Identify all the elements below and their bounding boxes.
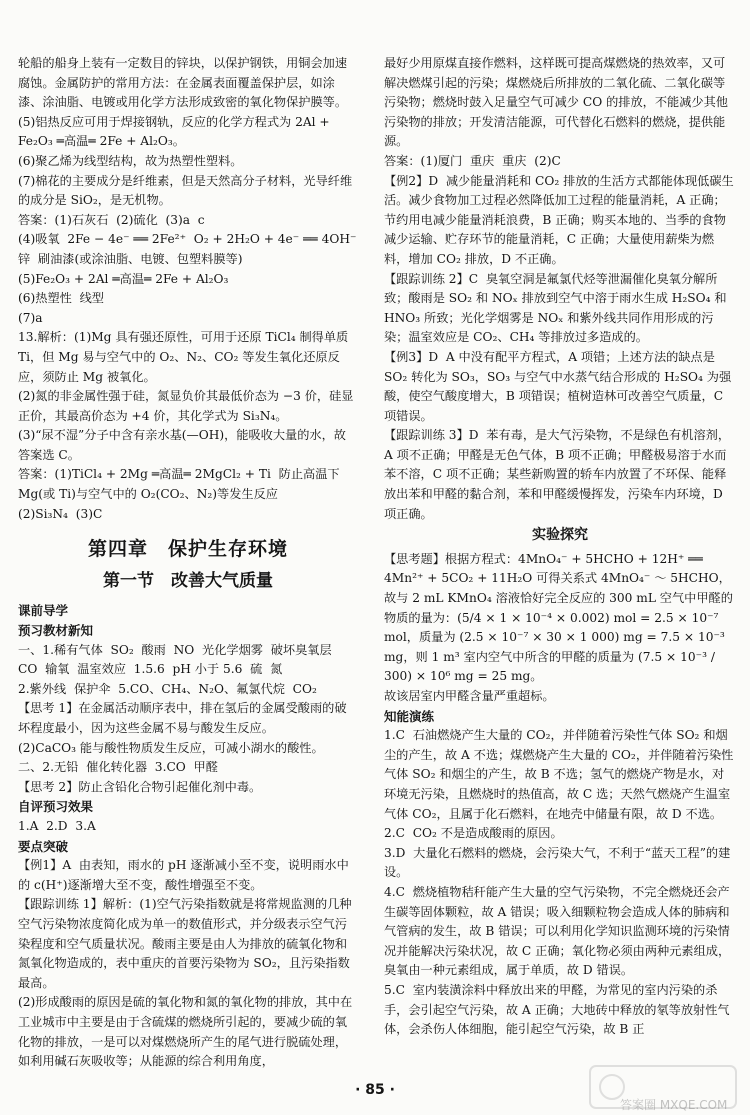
right-paragraph: 【跟踪训练 2】C 臭氧空洞是氟氯代烃等泄漏催化臭氧分解所致；酸雨是 SO₂ 和 NOₓ 排放到空气中溶于雨水生成 H₂SO₄ 和 HNO₃ 所致；光化学烟雾是 NOₓ 和紫外线共同作用形成的污染；温室效应是 CO₂、CH₄ 等排放过多造成的。 xyxy=(384,271,731,345)
self-eval-heading: 自评预习效果 xyxy=(18,799,94,815)
practice-item: 2.C CO₂ 不是造成酸雨的原因。 xyxy=(384,826,563,841)
left-paragraph: (5)Fe₂O₃ + 2Al ═高温═ 2Fe + Al₂O₃ xyxy=(18,271,229,286)
experiment-item: 【思考题】根据方程式：4MnO₄⁻ + 5HCHO + 12H⁺ ══ 4Mn²⁺ + 5CO₂ + 11H₂O 可得关系式 4MnO₄⁻ ～ 5HCHO，故与 2 mL KMnO₄ 溶液恰好完全反应的 300 mL 空气中甲醛的物质的量为：(5/4 × 1 × 10⁻⁴ × 0.002) mol = 2.5 × 10⁻⁷ mol，质量为 (2.5 × 10⁻⁷ × 30 × 1 000) mg = 7.5 × 10⁻³ mg，则 1 m³ 室内空气中所含的甲醛的质量为 (7.5 × 10⁻³ / 300) × 10⁶ mg = 25 mg。 xyxy=(384,551,733,684)
page-number: · 85 · xyxy=(355,1082,395,1098)
right-column xyxy=(384,54,736,1040)
left-paragraph: (6)热塑性 线型 xyxy=(18,291,104,306)
preview-item: 一、1.稀有气体 SO₂ 酸雨 NO 光化学烟雾 破坏臭氧层 CO 输氧 温室效应 1.5.6 pH 小于 5.6 硫 氮 xyxy=(18,642,340,677)
experiment-heading: 实验探究 xyxy=(532,527,588,544)
left-column xyxy=(18,54,365,1072)
preview-item: 【思考 1】在金属活动顺序表中，排在氢后的金属受酸雨的破坏程度最小，因为这些金属不易与酸发生反应。 xyxy=(18,701,347,735)
preview-heading: 课前导学 xyxy=(18,603,69,619)
answer-line: 答案：(1)TiCl₄ + 2Mg ═高温═ 2MgCl₂ + Ti 防止高温下 Mg(或 Ti)与空气中的 O₂(CO₂、N₂)等发生反应 xyxy=(18,467,344,502)
practice-item: 4.C 燃烧植物秸秆能产生大量的空气污染物，不完全燃烧还会产生碳等固体颗粒，故 A 错误；吸入细颗粒物会造成人体的肺病和气管病的发生，故 B 错误；可以利用化学知识监测环境的污染情况并能解决污染状况，故 C 正确；氧化物必须由两种元素组成，臭氧由一种元素组成，属于单质，故 D 错误。 xyxy=(384,884,731,978)
left-paragraph: (3)“尿不湿”分子中含有亲水基(—OH)，能吸收大量的水，故答案选 C。 xyxy=(18,428,346,462)
practice-heading: 知能演练 xyxy=(384,708,435,724)
preview-item: 二、2.无铅 催化转化器 3.CO 甲醛 xyxy=(18,760,218,775)
left-paragraph: (7)棉花的主要成分是纤维素，但是天然高分子材料，光导纤维的成分是 SiO₂，是无机物。 xyxy=(18,173,353,208)
preview-item: 2.紫外线 保护伞 5.CO、CH₄、N₂O、氟氯代烷 CO₂ xyxy=(18,681,317,696)
chapter-title: 第四章 保护生存环境 xyxy=(87,538,288,561)
left-paragraph: (7)a xyxy=(18,310,43,325)
left-paragraph: (2)氮的非金属性强于硅，氮显负价其最低价态为 −3 价，硅显正价，其最高价态为 +4 价，其化学式为 Si₃N₄。 xyxy=(18,389,354,423)
preview-subheading: 预习教材新知 xyxy=(18,623,94,639)
key-item: (2)形成酸雨的原因是硫的氧化物和氮的氧化物的排放，其中在工业城市中主要是由于含硫煤的燃烧所引起的，要减少硫的氧化物的排放，一是可以对煤燃烧所产生的尾气进行脱硫处理，如利用碱石灰吸收等；从能源的综合利用角度， xyxy=(18,995,353,1069)
practice-item: 5.C 室内装潢涂料中释放出来的甲醛，为常见的室内污染的杀手，会引起空气污染，故 A 正确；大地砖中释放的氡等放射性气体，会杀伤人体细胞，能引起空气污染，故 B 正 xyxy=(384,982,730,1037)
left-paragraph: (2)Si₃N₄ (3)C xyxy=(18,506,103,521)
right-paragraph: 【跟踪训练 3】D 苯有毒，是大气污染物，不是绿色有机溶剂，A 项不正确；甲醛是无色气体，B 项不正确；甲醛极易溶于水而苯不溶，C 项不正确；某些新购置的轿车内放置了不环保、能释放出苯和甲醛的黏合剂，苯和甲醛缓慢挥发，污染车内环境，D 项正确。 xyxy=(384,428,731,521)
experiment-item: 故该居室内甲醛含量严重超标。 xyxy=(384,689,555,703)
left-paragraph: (6)聚乙烯为线型结构，故为热塑性塑料。 xyxy=(18,153,243,168)
answer-line: 答案：(1)石灰石 (2)硫化 (3)a c xyxy=(18,212,205,227)
self-eval-answers: 1.A 2.D 3.A xyxy=(18,818,96,833)
preview-item: 【思考 2】防止含铅化合物引起催化剂中毒。 xyxy=(18,779,262,794)
right-paragraph: 【例3】D A 中没有配平方程式，A 项错；上述方法的缺点是 SO₂ 转化为 SO₃，SO₃ 与空气中水蒸气结合形成的 H₂SO₄ 为强酸，使空气酸度增大，B 项错误；植树造林可改善空气质量，C 项错误。 xyxy=(384,349,732,423)
left-paragraph: 轮船的船身上装有一定数目的锌块，以保护钢铁，用铜会加速腐蚀。金属防护的常用方法：在金属表面覆盖保护层，如涂漆、涂油脂、电镀或用化学方法形成致密的氧化物保护膜等。 xyxy=(18,56,348,110)
right-paragraph: 最好少用原煤直接作燃料，这样既可提高煤燃烧的热效率，又可解决燃煤引起的污染；煤燃烧后所排放的二氧化硫、二氧化碳等污染物；燃烧时鼓入足量空气可减少 CO 的排放，不能减少其他污染物的排放；开发清洁能源，可代替化石燃料的燃烧，提供能源。 xyxy=(384,56,728,149)
answer-line: 答案：(1)厦门 重庆 重庆 (2)C xyxy=(384,153,561,168)
right-paragraph: 【例2】D 减少能量消耗和 CO₂ 排放的生活方式都能体现低碳生活。减少食物加工过程必然降低加工过程的能量消耗，A 正确；节约用电减少能量消耗浪费，B 正确；购买本地的、当季的食物减少运输、贮存环节的能量消耗，C 正确；大量使用薪柴为燃料，增加 CO₂ 排放，D 不正确。 xyxy=(384,173,734,266)
section-title: 第一节 改善大气质量 xyxy=(103,570,273,591)
key-item: 【跟踪训练 1】解析：(1)空气污染指数就是将常规监测的几种空气污染物浓度简化成为单一的数值形式，并分级表示空气污染程度和空气质量状况。酸雨主要是由人为排放的硫氧化物和氮氧化物造成的，表中重庆的首要污染物为 SO₂，且污染指数最高。 xyxy=(18,897,352,990)
preview-item: (2)CaCO₃ 能与酸性物质发生反应，可减小湖水的酸性。 xyxy=(18,740,324,755)
practice-item: 3.D 大量化石燃料的燃烧，会污染大气，不利于“蓝天工程”的建设。 xyxy=(384,845,731,880)
left-paragraph: (4)吸氧 2Fe − 4e⁻ ══ 2Fe²⁺ O₂ + 2H₂O + 4e⁻ ══ 4OH⁻ 锌 刷油漆(或涂油脂、电镀、包塑料膜等) xyxy=(18,232,365,266)
left-paragraph: (5)铝热反应可用于焊接钢轨，反应的化学方程式为 2Al + Fe₂O₃ ═高温═ 2Fe + Al₂O₃。 xyxy=(18,114,334,149)
watermark-text: 答案圈 MXQE.COM xyxy=(620,1098,728,1112)
key-item: 【例1】A 由表知，雨水的 pH 逐渐减小至不变，说明雨水中的 c(H⁺)逐渐增大至不变，酸性增强至不变。 xyxy=(18,858,349,892)
key-points-heading: 要点突破 xyxy=(18,838,69,854)
left-paragraph: 13.解析：(1)Mg 具有强还原性，可用于还原 TiCl₄ 制得单质 Ti，但 Mg 易与空气中的 O₂、N₂、CO₂ 等发生氧化还原反应，须防止 Mg 被氧化。 xyxy=(18,330,353,384)
practice-item: 1.C 石油燃烧产生大量的 CO₂，并伴随着污染性气体 SO₂ 和烟尘的产生，故 A 不选；煤燃烧产生大量的 CO₂，并伴随着污染性气体 SO₂ 和烟尘的产生，故 B 不选；氢气的燃烧产物是水，对环境无污染，且燃烧时的热值高，故 C 选；天然气燃烧产生温室气体 CO₂，且属于化石燃料，在地壳中储量有限，故 D 不选。 xyxy=(384,728,734,821)
